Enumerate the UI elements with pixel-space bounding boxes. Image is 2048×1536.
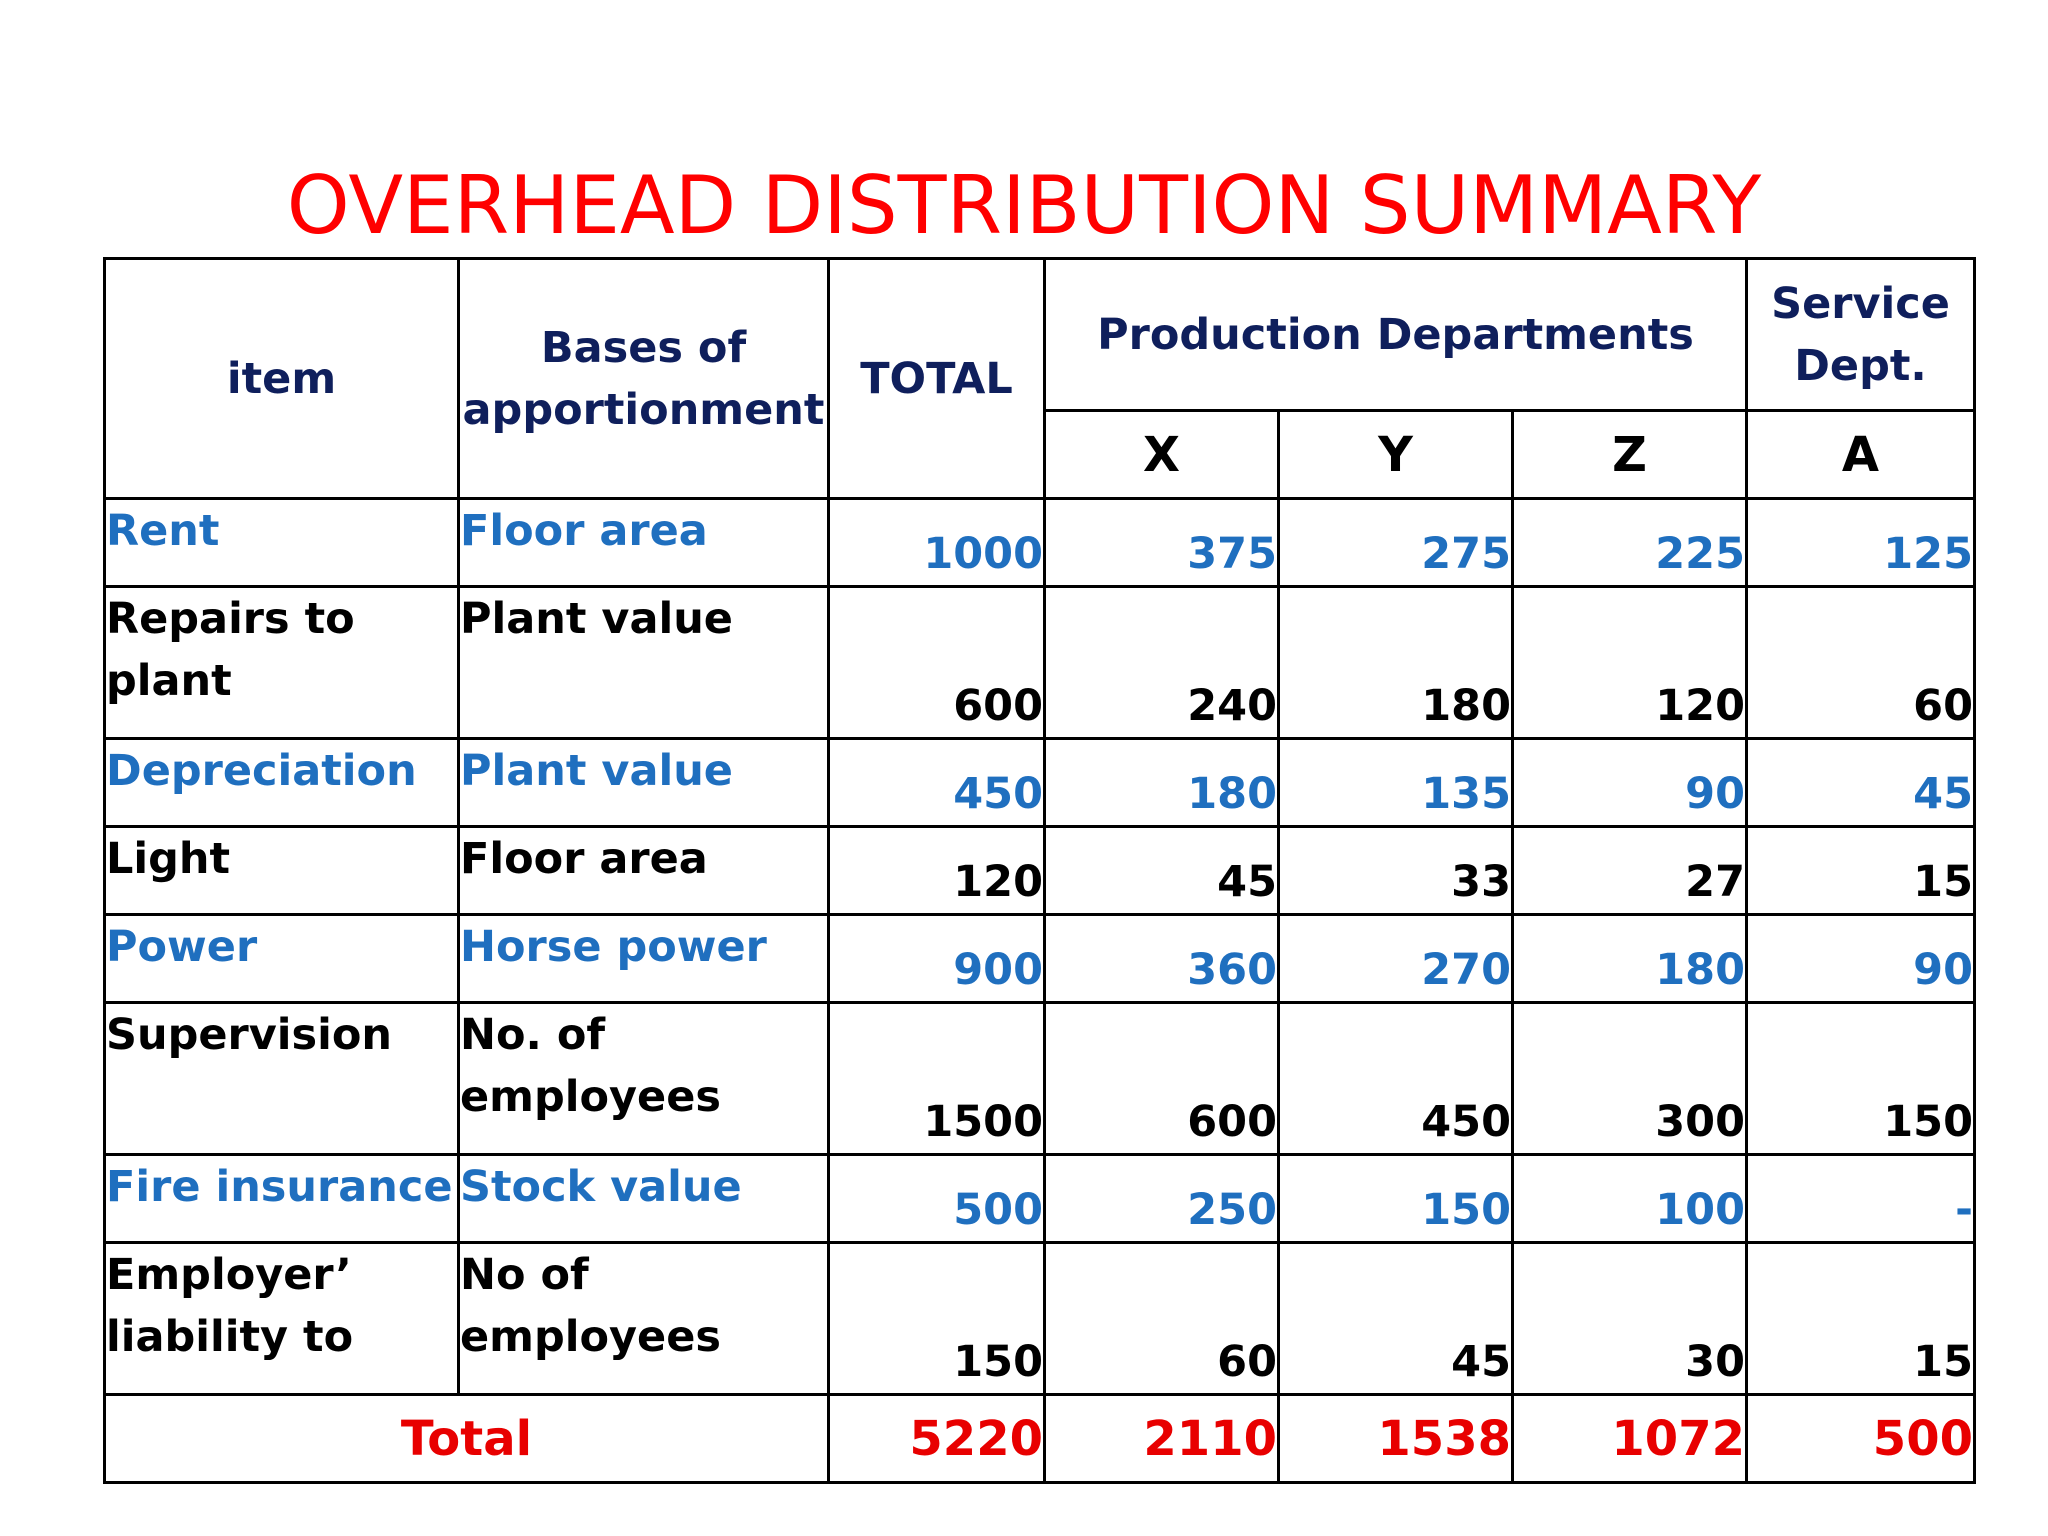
y-total-cell: 1538 xyxy=(1279,1395,1513,1483)
table-row xyxy=(105,827,1975,915)
z-cell: 100 xyxy=(1513,1155,1747,1243)
y-cell: 150 xyxy=(1279,1155,1513,1243)
z-cell: 90 xyxy=(1513,739,1747,827)
a-cell: - xyxy=(1747,1155,1975,1243)
table-row xyxy=(105,1003,1975,1155)
header-total: TOTAL xyxy=(829,259,1045,499)
item-cell: Depreciation xyxy=(105,739,459,827)
a-cell: 45 xyxy=(1747,739,1975,827)
x-cell: 600 xyxy=(1045,1003,1279,1155)
header-z: Z xyxy=(1513,411,1747,499)
z-cell: 120 xyxy=(1513,587,1747,739)
basis-cell: Horse power xyxy=(459,915,829,1003)
y-cell: 270 xyxy=(1279,915,1513,1003)
z-cell: 30 xyxy=(1513,1243,1747,1395)
total-row xyxy=(105,1395,1975,1483)
x-total-cell: 2110 xyxy=(1045,1395,1279,1483)
a-cell: 15 xyxy=(1747,1243,1975,1395)
x-cell: 250 xyxy=(1045,1155,1279,1243)
z-cell: 27 xyxy=(1513,827,1747,915)
header-row xyxy=(105,259,1975,411)
header-production-departments: Production Departments xyxy=(1045,259,1747,411)
header-service-dept: Service Dept. xyxy=(1747,259,1975,411)
y-cell: 135 xyxy=(1279,739,1513,827)
item-cell: Supervision xyxy=(105,1003,459,1155)
total-label: Total xyxy=(105,1395,829,1483)
overhead-table xyxy=(103,257,1976,1484)
y-cell: 275 xyxy=(1279,499,1513,587)
a-cell: 125 xyxy=(1747,499,1975,587)
table-row xyxy=(105,739,1975,827)
table-row xyxy=(105,587,1975,739)
header-x: X xyxy=(1045,411,1279,499)
x-cell: 240 xyxy=(1045,587,1279,739)
table-row xyxy=(105,915,1975,1003)
a-cell: 90 xyxy=(1747,915,1975,1003)
z-total-cell: 1072 xyxy=(1513,1395,1747,1483)
a-cell: 60 xyxy=(1747,587,1975,739)
item-cell: Employer’ liability to xyxy=(105,1243,459,1395)
basis-cell: Stock value xyxy=(459,1155,829,1243)
table-row xyxy=(105,1155,1975,1243)
table-row xyxy=(105,499,1975,587)
total-cell: 150 xyxy=(829,1243,1045,1395)
y-cell: 33 xyxy=(1279,827,1513,915)
y-cell: 45 xyxy=(1279,1243,1513,1395)
basis-cell: No. of employees xyxy=(459,1003,829,1155)
x-cell: 45 xyxy=(1045,827,1279,915)
a-cell: 150 xyxy=(1747,1003,1975,1155)
y-cell: 450 xyxy=(1279,1003,1513,1155)
a-cell: 15 xyxy=(1747,827,1975,915)
basis-cell: No of employees xyxy=(459,1243,829,1395)
total-cell: 900 xyxy=(829,915,1045,1003)
item-cell: Repairs to plant xyxy=(105,587,459,739)
header-y: Y xyxy=(1279,411,1513,499)
total-cell: 500 xyxy=(829,1155,1045,1243)
total-cell: 120 xyxy=(829,827,1045,915)
total-cell: 600 xyxy=(829,587,1045,739)
page-title: OVERHEAD DISTRIBUTION SUMMARY xyxy=(286,159,1762,252)
grand-total-cell: 5220 xyxy=(829,1395,1045,1483)
z-cell: 300 xyxy=(1513,1003,1747,1155)
header-bases: Bases of apportionment xyxy=(459,259,829,499)
z-cell: 225 xyxy=(1513,499,1747,587)
y-cell: 180 xyxy=(1279,587,1513,739)
z-cell: 180 xyxy=(1513,915,1747,1003)
item-cell: Rent xyxy=(105,499,459,587)
basis-cell: Plant value xyxy=(459,587,829,739)
basis-cell: Floor area xyxy=(459,499,829,587)
total-cell: 450 xyxy=(829,739,1045,827)
basis-cell: Floor area xyxy=(459,827,829,915)
x-cell: 375 xyxy=(1045,499,1279,587)
item-cell: Fire insurance xyxy=(105,1155,459,1243)
item-cell: Light xyxy=(105,827,459,915)
header-a: A xyxy=(1747,411,1975,499)
x-cell: 180 xyxy=(1045,739,1279,827)
table-row xyxy=(105,1243,1975,1395)
header-item: item xyxy=(105,259,459,499)
a-total-cell: 500 xyxy=(1747,1395,1975,1483)
total-cell: 1000 xyxy=(829,499,1045,587)
basis-cell: Plant value xyxy=(459,739,829,827)
x-cell: 60 xyxy=(1045,1243,1279,1395)
x-cell: 360 xyxy=(1045,915,1279,1003)
total-cell: 1500 xyxy=(829,1003,1045,1155)
item-cell: Power xyxy=(105,915,459,1003)
